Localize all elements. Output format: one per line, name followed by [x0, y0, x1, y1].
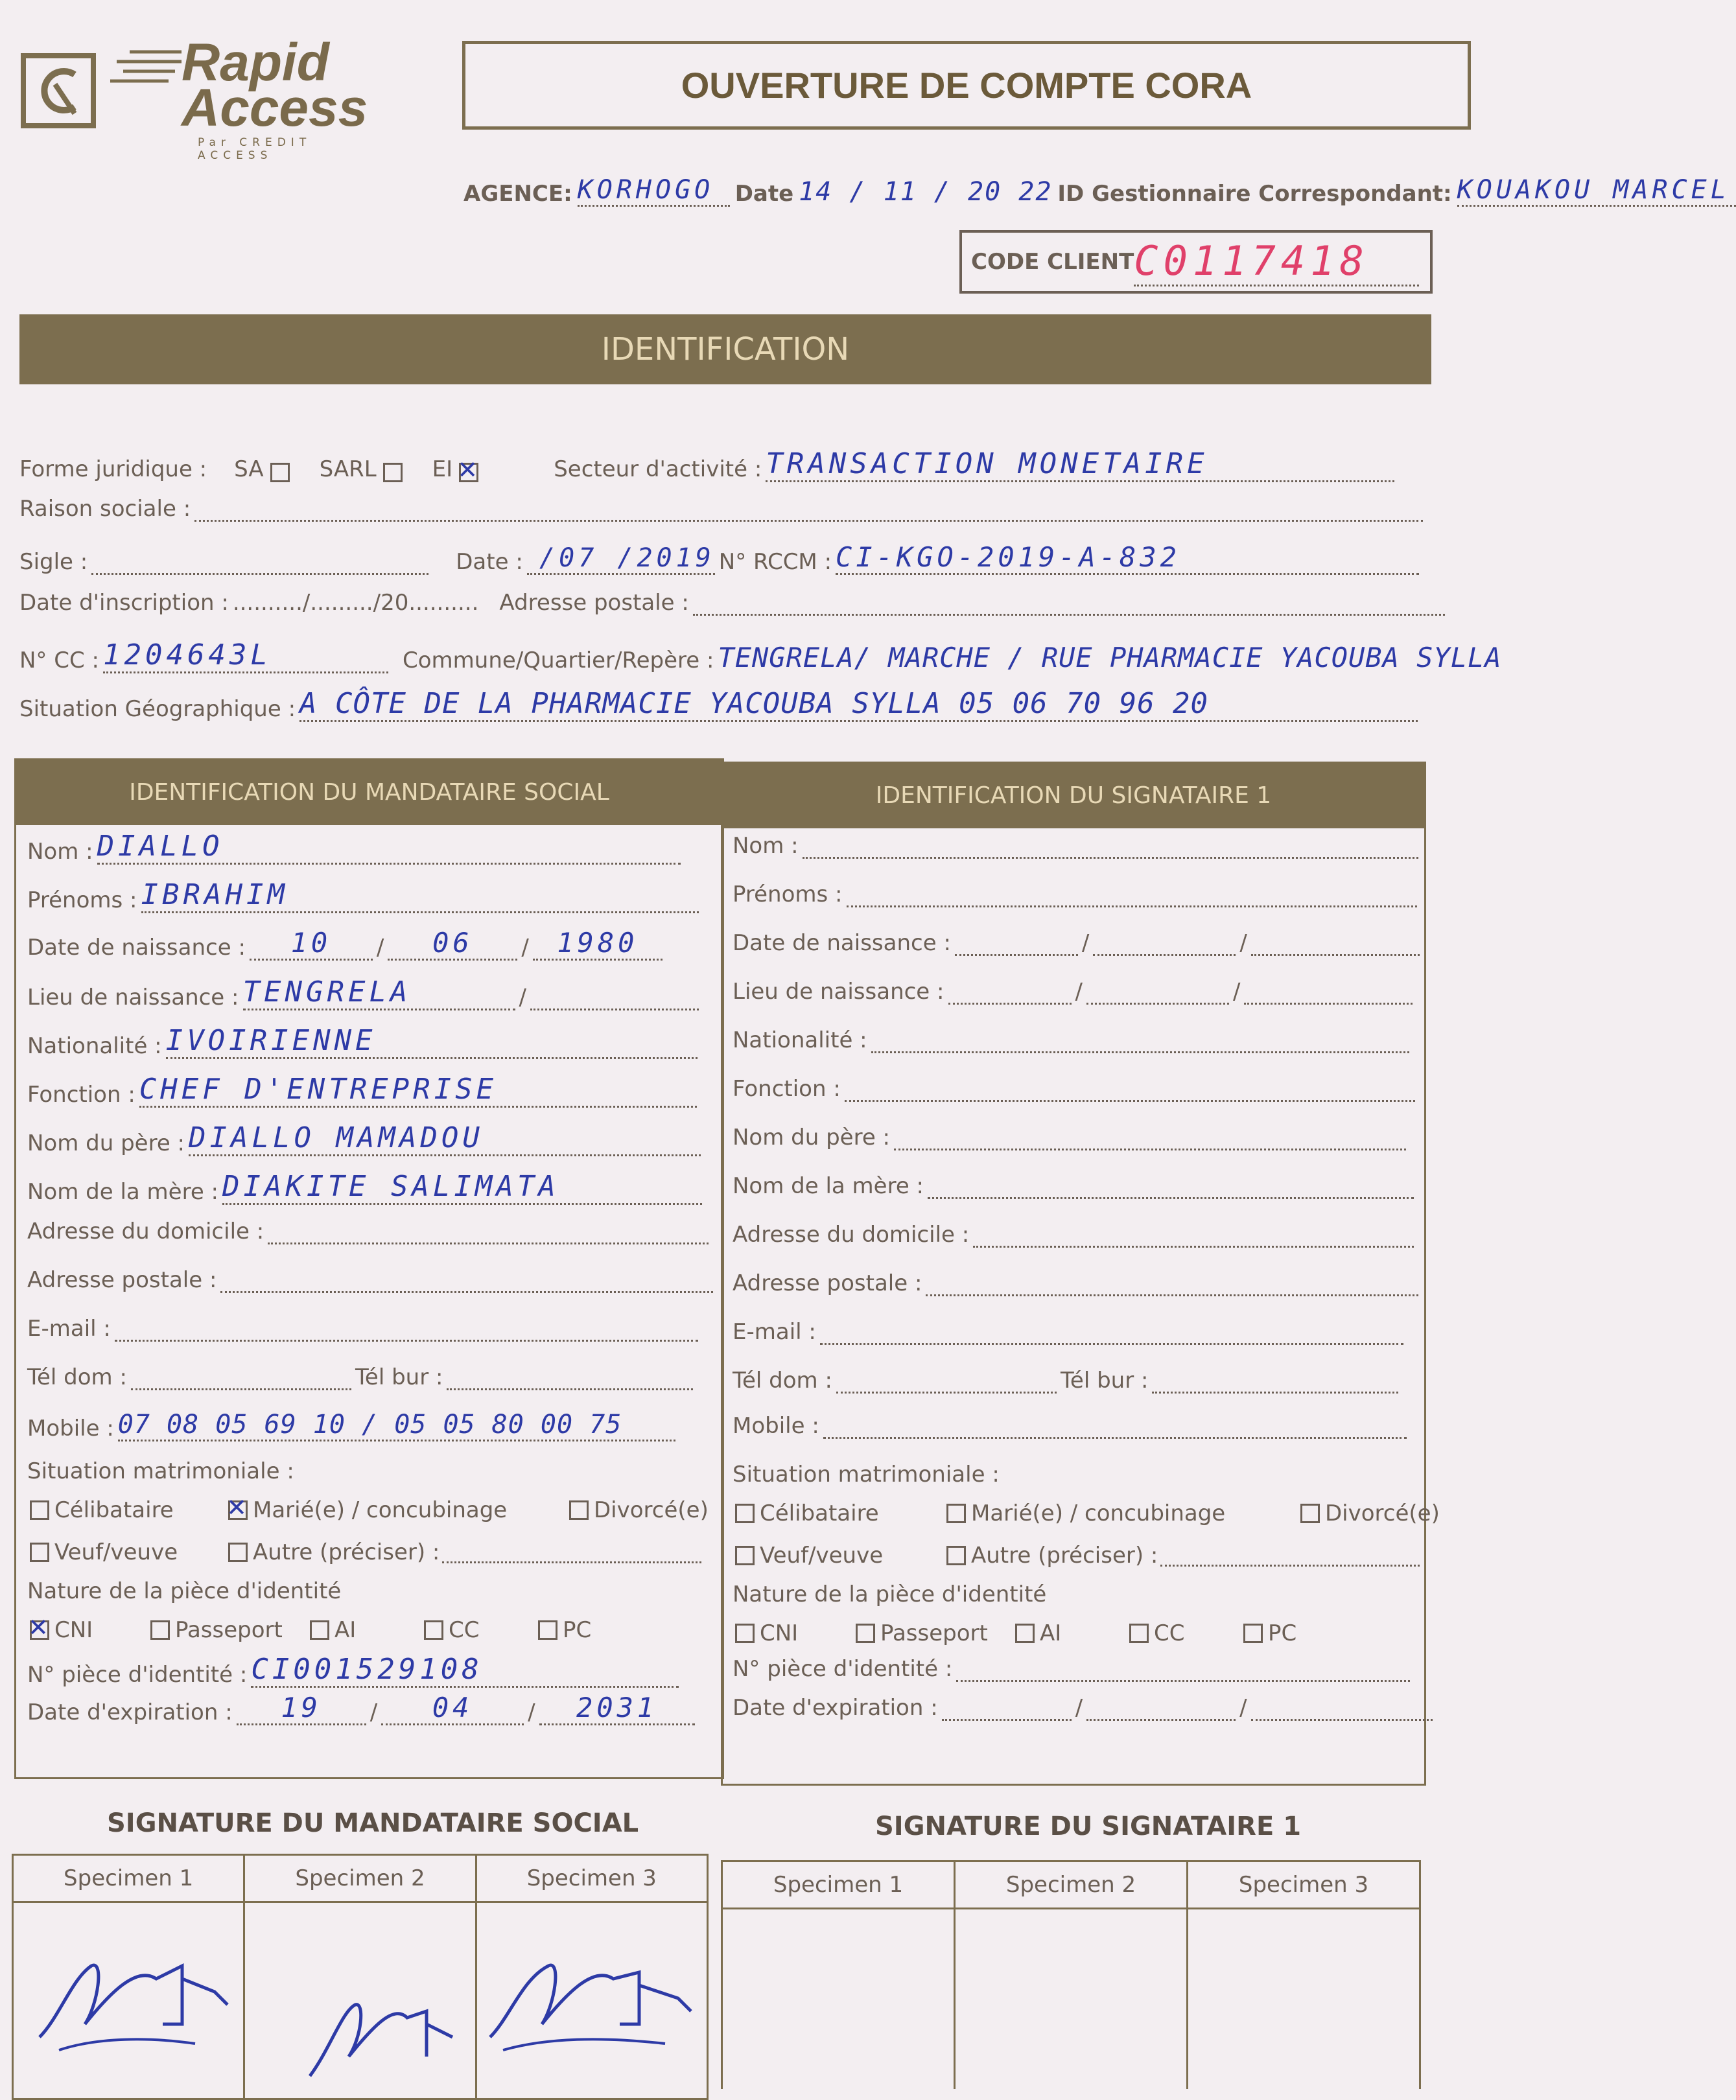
signataire-email-label: E-mail :	[733, 1319, 816, 1345]
mandataire-lieu-row: Lieu de naissance : TENGRELA /	[27, 975, 699, 1010]
mandataire-prenoms-row	[27, 878, 699, 913]
signataire-fonction-row	[733, 1076, 1415, 1102]
mandataire-teldom-value[interactable]	[131, 1366, 351, 1390]
mandataire-cc-checkbox[interactable]	[424, 1620, 443, 1640]
signataire-lieu-row: Lieu de naissance : / /	[733, 979, 1413, 1005]
signataire-domicile-row	[733, 1222, 1414, 1248]
signataire-nom-value[interactable]	[803, 835, 1418, 859]
mandataire-specimen-3[interactable]	[477, 1856, 707, 2098]
signataire-ai-checkbox[interactable]	[1015, 1624, 1035, 1643]
mandataire-nationalite-label: Nationalité :	[27, 1033, 162, 1059]
signataire-lieu-b[interactable]	[1086, 981, 1229, 1005]
sigle-label: Sigle :	[19, 549, 88, 575]
signataire-banner-text: IDENTIFICATION DU SIGNATAIRE 1	[875, 782, 1272, 809]
mandataire-fonction-value[interactable]: CHEF D'ENTREPRISE	[139, 1073, 697, 1108]
signataire-prenoms-label: Prénoms :	[733, 881, 843, 907]
page-title: OUVERTURE DE COMPTE CORA	[681, 65, 1252, 106]
signataire-specimen-2[interactable]	[956, 1862, 1188, 2089]
mandataire-fonction-label: Fonction :	[27, 1082, 135, 1108]
signataire-divorce-checkbox[interactable]	[1300, 1504, 1320, 1523]
mandataire-autre-label: Autre (préciser) :	[253, 1539, 440, 1565]
adresse-postale-value[interactable]	[693, 592, 1445, 616]
secteur-label: Secteur d'activité :	[554, 456, 762, 482]
signataire-celibataire-checkbox[interactable]	[735, 1504, 755, 1523]
date-label: Date	[734, 181, 794, 207]
signataire-domicile-label: Adresse du domicile :	[733, 1222, 970, 1248]
signataire-naissance-year[interactable]	[1251, 932, 1420, 956]
forme-sarl-checkbox[interactable]	[383, 463, 403, 482]
signataire-telbur-value[interactable]	[1152, 1370, 1398, 1394]
mandataire-telbur-value[interactable]	[447, 1366, 693, 1390]
date-creation-value[interactable]: /07 /2019	[527, 543, 715, 575]
signataire-piece-row	[733, 1620, 1296, 1646]
signataire-matri-row1	[733, 1500, 1440, 1526]
mandataire-mobile-row	[27, 1410, 675, 1441]
signataire-tel-row	[733, 1368, 1398, 1394]
logo-brand-rapid: Rapid	[182, 33, 329, 92]
signataire-cni-label: CNI	[760, 1620, 799, 1646]
logo-mark-icon	[19, 52, 97, 130]
mandataire-marie-label: Marié(e) / concubinage	[253, 1497, 508, 1523]
signataire-mobile-value[interactable]	[823, 1415, 1407, 1439]
signataire-cc-checkbox[interactable]	[1129, 1624, 1149, 1643]
signataire-passeport-label: Passeport	[880, 1620, 988, 1646]
mandataire-expiration-row: Date d'expiration : 19 / 04 / 2031	[27, 1692, 695, 1725]
mandataire-banner	[16, 760, 722, 825]
signataire-veuf-checkbox[interactable]	[735, 1546, 755, 1565]
mandataire-postale-value[interactable]	[220, 1269, 713, 1293]
signataire-matrimoniale-label: Situation matrimoniale :	[733, 1462, 1000, 1488]
signataire-mobile-label: Mobile :	[733, 1413, 819, 1439]
secteur-value[interactable]: TRANSACTION MONETAIRE	[766, 447, 1394, 482]
signataire-domicile-value[interactable]	[973, 1224, 1414, 1248]
signataire-matri-row2	[733, 1543, 1420, 1569]
signataire-naissance-month[interactable]	[1093, 932, 1236, 956]
signataire-specimen-table	[721, 1860, 1421, 2089]
rccm-value[interactable]: CI-KGO-2019-A-832	[836, 541, 1419, 575]
signataire-npiece-label: N° pièce d'identité :	[733, 1656, 953, 1682]
commune-value[interactable]: TENGRELA/ MARCHE / RUE PHARMACIE YACOUBA SYLLA	[718, 642, 1502, 673]
mandataire-domicile-label: Adresse du domicile :	[27, 1219, 264, 1244]
mandataire-nationalite-row	[27, 1024, 698, 1059]
signataire-autre-value[interactable]	[1160, 1545, 1420, 1567]
mandataire-ai-label: AI	[334, 1617, 357, 1643]
mandataire-specimen-table	[12, 1854, 709, 2100]
date-creation-label: Date :	[456, 549, 523, 575]
mandataire-pere-label: Nom du père :	[27, 1130, 185, 1156]
signataire-signature-title: SIGNATURE DU SIGNATAIRE 1	[875, 1812, 1302, 1841]
mandataire-domicile-row	[27, 1219, 709, 1244]
mandataire-matri-row1	[27, 1497, 709, 1523]
signataire-postale-value[interactable]	[926, 1272, 1418, 1296]
mandataire-matrimoniale-label: Situation matrimoniale :	[27, 1458, 294, 1484]
mandataire-veuf-checkbox[interactable]	[30, 1543, 49, 1562]
mandataire-exp-year[interactable]: 2031	[539, 1692, 695, 1725]
agence-label: AGENCE:	[463, 181, 572, 207]
mandataire-naissance-row: Date de naissance : 10 / 06 / 1980	[27, 927, 663, 961]
agence-row	[463, 175, 1736, 207]
forme-option-sarl: SARL	[319, 456, 377, 482]
mandataire-prenoms-label: Prénoms :	[27, 887, 137, 913]
commune-label: Commune/Quartier/Repère :	[402, 648, 714, 673]
mandataire-prenoms-value[interactable]: IBRAHIM	[141, 878, 699, 913]
signataire-email-value[interactable]	[820, 1321, 1403, 1345]
mandataire-signature-title: SIGNATURE DU MANDATAIRE SOCIAL	[107, 1808, 639, 1838]
logo	[19, 33, 382, 162]
date-value[interactable]: 14 / 11 / 20 22	[799, 177, 1053, 207]
mandataire-cni-checkbox[interactable]	[30, 1620, 49, 1640]
forme-option-ei: EI	[432, 456, 453, 482]
forme-option-sa: SA	[234, 456, 264, 482]
signataire-nationalite-value[interactable]	[871, 1029, 1409, 1053]
mandataire-nom-label: Nom :	[27, 839, 93, 865]
signataire-naissance-row: Date de naissance : / /	[733, 930, 1420, 956]
code-client-value[interactable]: C0117418	[1134, 237, 1419, 286]
signataire-naissance-label: Date de naissance :	[733, 930, 951, 956]
signataire-teldom-label: Tél dom :	[733, 1368, 832, 1394]
signataire-mere-row	[733, 1173, 1414, 1199]
signataire-mere-value[interactable]	[928, 1175, 1414, 1199]
ncc-label: N° CC :	[19, 648, 99, 673]
mandataire-pc-checkbox[interactable]	[538, 1620, 557, 1640]
mandataire-naissance-day[interactable]: 10	[250, 927, 373, 961]
mandataire-domicile-value[interactable]	[268, 1220, 709, 1244]
signataire-passeport-checkbox[interactable]	[856, 1624, 875, 1643]
signataire-marie-checkbox[interactable]	[946, 1504, 966, 1523]
code-client-box	[959, 230, 1433, 294]
signataire-nom-row	[733, 833, 1418, 859]
mandataire-postale-label: Adresse postale :	[27, 1267, 217, 1293]
signataire-pere-value[interactable]	[894, 1126, 1406, 1150]
mandataire-tel-row	[27, 1364, 693, 1390]
situation-value[interactable]: A CÔTE DE LA PHARMACIE YACOUBA SYLLA 05 06 70 96 20	[299, 687, 1418, 722]
signataire-email-row	[733, 1319, 1403, 1345]
mandataire-lieu-label: Lieu de naissance :	[27, 985, 239, 1010]
inscription-label: Date d'inscription :	[19, 590, 229, 616]
signataire-fonction-value[interactable]	[845, 1078, 1415, 1102]
signataire-pc-label: PC	[1268, 1620, 1297, 1646]
signataire-pc-checkbox[interactable]	[1243, 1624, 1263, 1643]
signataire-fonction-label: Fonction :	[733, 1076, 841, 1102]
specimen-3-label: Specimen 3	[477, 1856, 707, 1903]
adresse-postale-label: Adresse postale :	[499, 590, 689, 616]
signataire-banner	[723, 764, 1424, 828]
signataire-marie-label: Marié(e) / concubinage	[971, 1500, 1226, 1526]
mandataire-lieu-value[interactable]: TENGRELA	[243, 975, 515, 1010]
signataire-lieu-a[interactable]	[948, 981, 1072, 1005]
signataire-celibataire-label: Célibataire	[760, 1500, 879, 1526]
signataire-postale-label: Adresse postale :	[733, 1270, 922, 1296]
identification-banner	[19, 314, 1431, 384]
signataire-mere-label: Nom de la mère :	[733, 1173, 924, 1199]
signataire-naissance-day[interactable]	[955, 932, 1078, 956]
signataire-veuf-label: Veuf/veuve	[760, 1543, 884, 1569]
raison-row	[19, 496, 1423, 522]
situation-label: Situation Géographique :	[19, 696, 296, 722]
mandataire-naissance-label: Date de naissance :	[27, 935, 246, 961]
signataire-lieu-label: Lieu de naissance :	[733, 979, 944, 1005]
specimen-2-label: Specimen 2	[245, 1856, 475, 1903]
raison-value[interactable]	[194, 498, 1423, 522]
signataire-pere-row	[733, 1125, 1406, 1150]
inscription-row	[19, 590, 1445, 616]
mandataire-autre-checkbox[interactable]	[228, 1543, 248, 1562]
mandataire-piece-row	[27, 1617, 591, 1643]
signataire-specimen-1[interactable]	[723, 1862, 956, 2089]
gestionnaire-value[interactable]: KOUAKOU MARCEL	[1457, 175, 1736, 207]
mandataire-passeport-checkbox[interactable]	[150, 1620, 170, 1640]
signataire-prenoms-value[interactable]	[847, 883, 1417, 907]
mandataire-matri-row2	[27, 1539, 701, 1565]
mandataire-celibataire-label: Célibataire	[54, 1497, 174, 1523]
signataire-npiece-value[interactable]	[956, 1658, 1410, 1682]
signataire-teldom-value[interactable]	[836, 1370, 1057, 1394]
signataire-cc-label: CC	[1154, 1620, 1185, 1646]
signataire-nom-label: Nom :	[733, 833, 799, 859]
logo-brand-access: Access	[182, 78, 368, 137]
mandataire-marie-checkbox[interactable]	[228, 1500, 248, 1520]
specimen-1-label: Specimen 1	[14, 1856, 243, 1903]
signataire-lieu-c[interactable]	[1244, 981, 1413, 1005]
signataire-autre-label: Autre (préciser) :	[971, 1543, 1158, 1569]
mandataire-naissance-year[interactable]: 1980	[533, 927, 663, 961]
signataire-prenoms-row	[733, 881, 1417, 907]
mandataire-teldom-label: Tél dom :	[27, 1364, 127, 1390]
raison-label: Raison sociale :	[19, 496, 191, 522]
signataire-divorce-label: Divorcé(e)	[1325, 1500, 1440, 1526]
mandataire-email-row	[27, 1316, 698, 1342]
signataire-exp-year[interactable]	[1251, 1697, 1433, 1721]
mandataire-email-label: E-mail :	[27, 1316, 111, 1342]
signataire-exp-month[interactable]	[1086, 1697, 1236, 1721]
forme-label: Forme juridique :	[19, 456, 207, 482]
signataire-exp-day[interactable]	[942, 1697, 1072, 1721]
mandataire-fonction-row	[27, 1073, 697, 1108]
signataire-postale-row	[733, 1270, 1418, 1296]
mandataire-npiece-value[interactable]: CI001529108	[251, 1653, 679, 1688]
mandataire-autre-value[interactable]	[442, 1542, 701, 1563]
mandataire-naissance-month[interactable]: 06	[388, 927, 517, 961]
mandataire-npiece-row	[27, 1653, 679, 1688]
sigle-value[interactable]	[91, 551, 428, 575]
inscription-value[interactable]: ........../........./20..........	[232, 590, 479, 616]
mandataire-pc-label: PC	[563, 1617, 592, 1643]
gestionnaire-label: ID Gestionnaire Correspondant:	[1057, 181, 1452, 207]
mandataire-piece-label: Nature de la pièce d'identité	[27, 1578, 342, 1604]
signataire-telbur-label: Tél bur :	[1060, 1368, 1149, 1394]
mandataire-expiration-label: Date d'expiration :	[27, 1699, 233, 1725]
signataire-mobile-row	[733, 1413, 1407, 1439]
signataire-cni-checkbox[interactable]	[735, 1624, 755, 1643]
signataire-autre-checkbox[interactable]	[946, 1546, 966, 1565]
page-title-box	[462, 41, 1471, 130]
mandataire-exp-day[interactable]: 19	[237, 1692, 366, 1725]
mandataire-postale-row	[27, 1267, 713, 1293]
mandataire-nom-row	[27, 830, 681, 865]
signature-icon	[484, 1946, 704, 2063]
signature-icon	[33, 1940, 247, 2070]
mandataire-divorce-checkbox[interactable]	[569, 1500, 589, 1520]
signataire-piece-label: Nature de la pièce d'identité	[733, 1581, 1047, 1607]
signature-icon	[303, 1985, 465, 2089]
mandataire-lieu-extra[interactable]	[530, 986, 699, 1010]
mandataire-email-value[interactable]	[115, 1318, 698, 1342]
mandataire-specimen-1[interactable]	[14, 1856, 245, 2098]
mandataire-telbur-label: Tél bur :	[355, 1364, 443, 1390]
mandataire-pere-row	[27, 1121, 701, 1156]
signataire-npiece-row	[733, 1656, 1410, 1682]
signataire-specimen-3[interactable]	[1188, 1862, 1419, 2089]
mandataire-mobile-label: Mobile :	[27, 1416, 114, 1441]
mandataire-banner-text: IDENTIFICATION DU MANDATAIRE SOCIAL	[129, 779, 609, 806]
speed-lines-icon	[104, 45, 182, 97]
mandataire-mere-value[interactable]: DIAKITE SALIMATA	[222, 1170, 702, 1205]
mandataire-passeport-label: Passeport	[175, 1617, 283, 1643]
mandataire-cni-label: CNI	[54, 1617, 93, 1643]
signataire-nationalite-label: Nationalité :	[733, 1027, 867, 1053]
sigle-row	[19, 541, 1419, 575]
forme-sa-checkbox[interactable]	[270, 463, 290, 482]
mandataire-specimen-2[interactable]	[245, 1856, 476, 2098]
ncc-row	[19, 638, 1502, 673]
situation-row	[19, 687, 1418, 722]
code-client-label: CODE CLIENT	[971, 249, 1134, 275]
forme-row	[19, 447, 1394, 482]
mandataire-pere-value[interactable]: DIALLO MAMADOU	[189, 1121, 701, 1156]
signataire-expiration-row: Date d'expiration : / /	[733, 1695, 1433, 1721]
signataire-pere-label: Nom du père :	[733, 1125, 891, 1150]
mandataire-celibataire-checkbox[interactable]	[30, 1500, 49, 1520]
forme-ei-checkbox[interactable]	[459, 463, 478, 482]
mandataire-divorce-label: Divorcé(e)	[594, 1497, 709, 1523]
mandataire-mobile-value[interactable]: 07 08 05 69 10 / 05 05 80 00 75	[118, 1410, 675, 1441]
signataire-nationalite-row	[733, 1027, 1409, 1053]
mandataire-veuf-label: Veuf/veuve	[54, 1539, 178, 1565]
identification-banner-text: IDENTIFICATION	[601, 331, 850, 368]
rccm-label: N° RCCM :	[718, 549, 832, 575]
mandataire-nationalite-value[interactable]: IVOIRIENNE	[166, 1024, 698, 1059]
signataire-specimen-1-label: Specimen 1	[723, 1862, 954, 1909]
mandataire-nom-value[interactable]: DIALLO	[97, 830, 681, 865]
logo-tagline: Par CREDIT ACCESS	[198, 136, 312, 162]
mandataire-exp-month[interactable]: 04	[381, 1692, 524, 1725]
mandataire-ai-checkbox[interactable]	[310, 1620, 329, 1640]
signataire-ai-label: AI	[1040, 1620, 1062, 1646]
mandataire-mere-label: Nom de la mère :	[27, 1179, 219, 1205]
agence-value[interactable]: KORHOGO	[578, 175, 730, 207]
mandataire-cc-label: CC	[449, 1617, 480, 1643]
signataire-specimen-3-label: Specimen 3	[1188, 1862, 1419, 1909]
ncc-value[interactable]: 1204643L	[103, 638, 388, 673]
signataire-expiration-label: Date d'expiration :	[733, 1695, 938, 1721]
signataire-specimen-2-label: Specimen 2	[956, 1862, 1186, 1909]
mandataire-npiece-label: N° pièce d'identité :	[27, 1662, 248, 1688]
mandataire-mere-row	[27, 1170, 702, 1205]
